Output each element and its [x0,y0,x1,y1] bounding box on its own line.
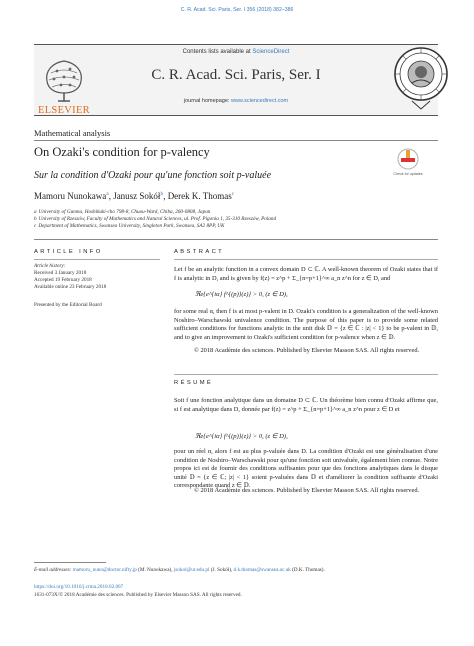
affiliation-item [34,216,438,223]
presented-by: Presented by the Editorial Board [34,302,102,308]
affiliation-mark: b [34,216,37,222]
journal-homepage-link[interactable]: www.sciencedirect.com [230,98,289,104]
history-label: Article history: [34,263,66,269]
resume-paragraph: Soit f une fonction analytique dans un domaine D ⊂ ℂ. Un théorème bien connu d'Ozaki affirme que, si f est analytique dans D, donnée par f(z) = z^p + Σ_{n=p+1}^∞ a_n z^n pour z ∈ D et [174,397,438,413]
abstract-heading: ABSTRACT [174,249,438,260]
resume-formula: ℜe{e^{iα} f^{(p)}(z)} > 0, (z ∈ D), [195,433,288,440]
affiliation-marker[interactable]: c [231,191,235,197]
abstract-paragraph: Let f be an analytic function in a convex domain D ⊂ ℂ. A well-known theorem of Ozaki states that if f is analytic in D, and is given by f(z) = z^p + Σ_{n=p+1}^∞ a_n z^n for z ∈ D, and [174,266,438,282]
elsevier-wordmark: ELSEVIER [38,105,90,116]
resume-paragraph: pour un réel α, alors f est au plus p-valuée dans D. La condition d'Ozaki est une généralisation d'une condition de Noshiro–Warschawski pour qu'une fonction soit univaluée, également bien connue. Notre propos ici est de fournir des conditions suffisantes pour que des fonctions analytiques dans le disque unité 𝔻 = {z ∈ ℂ; |z| < 1} soient p-valuées dans 𝔻 et d'améliorer la condition suffisante d'Ozaki correspondante quand z ∈ 𝔻. [174,448,438,490]
author-separator: , [163,191,168,201]
contents-prefix: Contents lists available at [182,49,253,55]
affiliations [34,209,438,230]
divider [34,239,438,240]
history-item: Available online 23 February 2018 [34,284,107,290]
footnote-divider [34,562,106,563]
email-owner: (D.K. Thomas). [290,567,325,573]
affiliation-mark: a [34,209,37,215]
author-name[interactable]: Mamoru Nunokawa [34,191,107,201]
contents-line [34,49,438,55]
doi-link[interactable]: https://doi.org/10.1016/j.crma.2018.02.007 [34,584,124,590]
divider [34,140,438,141]
resume-heading: RÉSUMÉ [174,380,214,386]
abstract-formula: ℜe{e^{iα} f^{(p)}(z)} > 0, (z ∈ D), [195,291,288,298]
academie-seal-icon [392,45,450,115]
journal-homepage-prefix: journal homepage: [183,98,231,104]
email-link[interactable]: mamoru_nuno@doctor.nifty.jp [72,567,137,573]
article-info-heading: ARTICLE INFO [34,249,160,260]
abstract-paragraph: for some real α, then f is at most p-valent in D. Ozaki's condition is a generalization of the well-known Noshiro–Warschawski univalence condition. The purpose of this paper is to provide some related sufficient conditions for functions analytic in the unit disk 𝔻 = {z ∈ ℂ : |z| < 1} to be p-valent in 𝔻, and to give an improvement to Ozaki's sufficient condition for p-valence when z ∈ 𝔻. [174,308,438,341]
email-owner: (J. Sokół), [209,567,234,573]
affiliation-text: University of Rzeszów, Faculty of Mathematics and Natural Sciences, ul. Prof. Pigonia 1, 35-310 Rzeszów, Poland [38,216,277,222]
crossmark-label[interactable]: Check for updates [393,172,423,176]
elsevier-tree-logo [36,55,92,105]
paper-title: On Ozaki's condition for p-valency [34,145,210,159]
email-addresses [34,567,438,573]
author-separator: , [108,191,114,201]
journal-name: C. R. Acad. Sci. Paris, Ser. I [151,67,321,83]
translated-title: Sur la condition d'Ozaki pour qu'une fonction soit p-valuée [34,170,272,181]
crossmark-icon[interactable] [396,147,420,173]
journal-masthead [34,44,438,116]
running-head[interactable]: C. R. Acad. Sci. Paris, Ser. I 356 (2018) 382–386 [180,7,294,13]
journal-homepage [34,98,438,104]
resume-copyright: © 2018 Académie des sciences. Published by Elsevier Masson SAS. All rights reserved. [194,487,420,494]
issn-copyright: 1631-073X/© 2018 Académie des sciences. Published by Elsevier Masson SAS. All rights reserved. [34,592,242,598]
author-name[interactable]: Derek K. Thomas [167,191,232,201]
affiliation-item [34,209,438,216]
author-list [34,191,234,201]
affiliation-item [34,223,438,230]
affiliation-text: Department of Mathematics, Swansea University, Singleton Park, Swansea, SA2 8PP, UK [38,223,225,229]
affiliation-mark: c [34,223,37,229]
sciencedirect-link[interactable]: ScienceDirect [252,49,290,55]
divider [174,374,438,375]
affiliation-text: University of Gunma, Hoshikuki-cho 798-8, Chuou-Ward, Chiba, 260-0808, Japan [38,209,211,215]
abstract-copyright: © 2018 Académie des sciences. Published by Elsevier Masson SAS. All rights reserved. [194,347,420,354]
affiliation-marker[interactable]: b [160,191,164,197]
history-item: Received 3 January 2018 [34,270,87,276]
email-prefix: E-mail addresses: [34,567,73,573]
email-link[interactable]: d.k.thomas@swansea.ac.uk [233,567,291,573]
email-link[interactable]: jsokol@ur.edu.pl [173,567,210,573]
history-item: Accepted 19 February 2018 [34,277,92,283]
email-owner: (M. Nunokawa), [136,567,174,573]
affiliation-marker[interactable]: a [106,191,109,197]
author-name[interactable]: Janusz Sokół [113,191,161,201]
section-label: Mathematical analysis [34,128,111,138]
article-history [34,263,160,291]
